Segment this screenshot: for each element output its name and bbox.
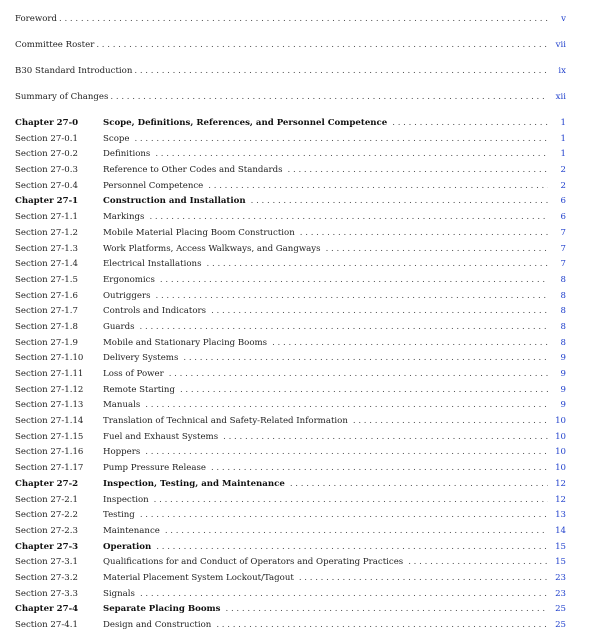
section-number: Section 27-1.11 (15, 369, 84, 379)
page-number-link[interactable]: 7 (560, 227, 566, 238)
toc-entry-section-27-3-1[interactable] (15, 555, 566, 571)
entry-title: Fuel and Exhaust Systems (103, 431, 219, 442)
chapter-number: Chapter 27-0 (15, 118, 79, 128)
entry-title: Foreword (15, 14, 57, 24)
page-number-link[interactable]: 8 (560, 290, 566, 301)
dot-leader (110, 90, 548, 106)
section-number: Section 27-1.2 (15, 227, 78, 238)
section-number: Section 27-1.17 (15, 463, 84, 474)
toc-entry-section-27-1-5[interactable] (15, 273, 566, 289)
page-number-link[interactable]: 7 (560, 243, 566, 254)
dot-leader (225, 602, 548, 618)
dot-leader (299, 571, 548, 587)
dot-leader (155, 147, 548, 163)
toc-entry-foreword[interactable] (15, 12, 566, 38)
page-number-link[interactable]: 23 (555, 588, 566, 599)
section-number: Section 27-1.9 (15, 337, 78, 348)
toc-entry-section-27-1-9[interactable] (15, 336, 566, 352)
toc-entry-section-27-4-1[interactable] (15, 618, 566, 634)
dot-leader (134, 64, 548, 80)
dot-leader (208, 179, 548, 195)
entry-title: Committee Roster (15, 40, 95, 50)
dot-leader (156, 540, 548, 556)
page-number-link[interactable]: 2 (560, 165, 566, 176)
section-number: Section 27-1.4 (15, 259, 78, 270)
dot-leader (207, 257, 548, 273)
entry-title: Loss of Power (103, 369, 164, 379)
page-number-link[interactable]: 9 (560, 353, 566, 364)
page-number-link[interactable]: 25 (555, 604, 566, 615)
page-number-link[interactable]: 8 (560, 306, 566, 317)
chapter-number: Chapter 27-4 (15, 604, 79, 615)
dot-leader (211, 304, 548, 320)
dot-leader (154, 493, 548, 509)
chapter-number: Chapter 27-1 (15, 196, 79, 207)
section-number: Section 27-0.3 (15, 165, 78, 176)
toc-entry-section-27-1-7[interactable] (15, 304, 566, 320)
chapter-title: Scope, Definitions, References, and Personnel Competence (103, 118, 388, 128)
dot-leader (140, 508, 548, 524)
entry-title: Delivery Systems (103, 353, 179, 364)
section-number: Section 27-1.14 (15, 416, 84, 427)
toc-entry-section-27-2-1[interactable] (15, 493, 566, 509)
page-number-link[interactable]: 14 (555, 525, 566, 536)
dot-leader (300, 226, 548, 242)
entry-title: Reference to Other Codes and Standards (103, 165, 283, 176)
section-number: Section 27-3.3 (15, 588, 78, 599)
dot-leader (96, 38, 548, 54)
dot-leader (59, 12, 548, 28)
page-number-link[interactable]: 12 (555, 478, 566, 489)
page-number-link[interactable]: 15 (555, 557, 566, 568)
page-number-link[interactable]: 1 (560, 149, 566, 160)
toc-entry-committee-roster[interactable] (15, 38, 566, 64)
chapter-title: Separate Placing Booms (103, 604, 221, 615)
dot-leader (408, 555, 548, 571)
page-number-link[interactable]: 1 (560, 118, 566, 128)
section-number: Section 27-1.5 (15, 274, 78, 285)
toc-entry-section-27-0-2[interactable] (15, 147, 566, 163)
dot-leader (160, 273, 548, 289)
toc-entry-summary-of-changes[interactable] (15, 90, 566, 116)
dot-leader (156, 289, 549, 305)
toc-entry-section-27-3-2[interactable] (15, 571, 566, 587)
page-number-link[interactable]: xii (555, 92, 566, 102)
entry-title: B30 Standard Introduction (15, 66, 133, 76)
page-number-link[interactable]: v (561, 14, 566, 24)
entry-title: Manuals (103, 400, 141, 411)
entry-title: Material Placement System Lockout/Tagout (103, 572, 294, 583)
dot-leader (288, 163, 548, 179)
page-number-link[interactable]: 12 (555, 494, 566, 505)
dot-leader (326, 242, 548, 258)
section-number: Section 27-1.8 (15, 321, 78, 332)
entry-title: Personnel Competence (103, 180, 204, 191)
page-number-link[interactable]: 9 (560, 384, 566, 395)
section-number: Section 27-1.6 (15, 290, 78, 301)
toc-entry-section-27-0-3[interactable] (15, 163, 566, 179)
toc-entry-section-27-1-10[interactable] (15, 351, 566, 367)
section-number: Section 27-0.4 (15, 180, 78, 191)
entry-title: Controls and Indicators (103, 306, 207, 317)
entry-title: Electrical Installations (103, 259, 202, 270)
chapter-title: Inspection, Testing, and Maintenance (103, 478, 285, 489)
chapter-number: Chapter 27-2 (15, 478, 79, 489)
dot-leader (140, 320, 548, 336)
chapter-title: Construction and Installation (103, 196, 246, 207)
dot-leader (145, 445, 548, 461)
toc-entry-section-27-1-12[interactable] (15, 383, 566, 399)
page-number-link[interactable]: 15 (555, 541, 566, 552)
dot-leader (272, 336, 548, 352)
toc-entry-chapter-27-2[interactable] (15, 477, 566, 493)
section-number: Section 27-3.2 (15, 572, 78, 583)
front-matter-list (15, 12, 566, 116)
toc-entry-section-27-2-3[interactable] (15, 524, 566, 540)
page-number-link[interactable]: vii (555, 40, 566, 50)
entry-title: Hoppers (103, 447, 141, 458)
page-number-link[interactable]: 9 (560, 400, 566, 411)
chapter-title: Operation (103, 541, 152, 552)
chapter-list (15, 116, 566, 634)
page-number-link[interactable]: ix (558, 66, 566, 76)
entry-title: Summary of Changes (15, 92, 109, 102)
dot-leader (140, 587, 548, 603)
entry-title: Signals (103, 588, 135, 599)
toc-entry-section-27-1-11[interactable] (15, 367, 566, 383)
toc-entry-section-27-1-1[interactable] (15, 210, 566, 226)
dot-leader (223, 430, 548, 446)
dot-leader (216, 618, 548, 634)
entry-title: Inspection (103, 494, 149, 505)
table-of-contents (15, 12, 566, 634)
page-number-link[interactable]: 25 (555, 620, 566, 630)
dot-leader (180, 383, 548, 399)
dot-leader (134, 132, 548, 148)
section-number: Section 27-1.15 (15, 431, 84, 442)
toc-entry-section-27-1-15[interactable] (15, 430, 566, 446)
toc-entry-section-27-1-8[interactable] (15, 320, 566, 336)
entry-title: Remote Starting (103, 384, 175, 395)
section-number: Section 27-1.10 (15, 353, 84, 364)
dot-leader (145, 398, 548, 414)
section-number: Section 27-1.3 (15, 243, 78, 254)
entry-title: Definitions (103, 149, 151, 160)
toc-entry-section-27-0-1[interactable] (15, 132, 566, 148)
page-number-link[interactable]: 7 (560, 259, 566, 270)
dot-leader (165, 524, 548, 540)
chapter-number: Chapter 27-3 (15, 541, 79, 552)
section-number: Section 27-2.2 (15, 510, 78, 521)
section-number: Section 27-2.3 (15, 525, 78, 536)
toc-entry-chapter-27-4[interactable] (15, 602, 566, 618)
section-number: Section 27-1.13 (15, 400, 84, 411)
page-number-link[interactable]: 10 (555, 431, 566, 442)
page-number-link[interactable]: 13 (555, 510, 566, 521)
toc-entry-section-27-0-4[interactable] (15, 179, 566, 195)
toc-entry-section-27-1-6[interactable] (15, 289, 566, 305)
page-number-link[interactable]: 1 (560, 133, 566, 144)
toc-entry-section-27-1-16[interactable] (15, 445, 566, 461)
dot-leader (251, 194, 548, 210)
section-number: Section 27-2.1 (15, 494, 78, 505)
entry-title: Markings (103, 212, 145, 223)
dot-leader (290, 477, 548, 493)
entry-title: Pump Pressure Release (103, 463, 206, 474)
page-number-link[interactable]: 10 (555, 416, 566, 427)
toc-entry-section-27-1-14[interactable] (15, 414, 566, 430)
page-number-link[interactable]: 8 (560, 337, 566, 348)
toc-entry-section-27-2-2[interactable] (15, 508, 566, 524)
dot-leader (183, 351, 548, 367)
dot-leader (169, 367, 548, 383)
page-number-link[interactable]: 6 (560, 212, 566, 223)
dot-leader (149, 210, 548, 226)
section-number: Section 27-0.2 (15, 149, 78, 160)
toc-entry-section-27-1-3[interactable] (15, 242, 566, 258)
section-number: Section 27-1.12 (15, 384, 84, 395)
dot-leader (353, 414, 548, 430)
toc-entry-chapter-27-0[interactable] (15, 116, 566, 132)
toc-entry-b30-standard-introduction[interactable] (15, 64, 566, 90)
toc-entry-section-27-1-4[interactable] (15, 257, 566, 273)
entry-title: Outriggers (103, 290, 151, 301)
dot-leader (392, 116, 548, 132)
entry-title: Translation of Technical and Safety-Related Information (103, 416, 348, 427)
entry-title: Mobile Material Placing Boom Construction (103, 227, 295, 238)
page-number-link[interactable]: 6 (560, 196, 566, 207)
entry-title: Design and Construction (103, 620, 212, 630)
section-number: Section 27-1.7 (15, 306, 78, 317)
section-number: Section 27-1.1 (15, 212, 78, 223)
entry-title: Mobile and Stationary Placing Booms (103, 337, 268, 348)
toc-entry-section-27-1-13[interactable] (15, 398, 566, 414)
toc-entry-chapter-27-3[interactable] (15, 540, 566, 556)
entry-title: Guards (103, 321, 135, 332)
entry-title: Qualifications for and Conduct of Operators and Operating Practices (103, 557, 404, 568)
page-number-link[interactable]: 2 (560, 180, 566, 191)
dot-leader (211, 461, 548, 477)
page-number-link[interactable]: 10 (555, 447, 566, 458)
toc-entry-section-27-3-3[interactable] (15, 587, 566, 603)
toc-entry-chapter-27-1[interactable] (15, 194, 566, 210)
page-number-link[interactable]: 10 (555, 463, 566, 474)
page-number-link[interactable]: 8 (560, 321, 566, 332)
entry-title: Ergonomics (103, 274, 155, 285)
page-number-link[interactable]: 8 (560, 274, 566, 285)
section-number: Section 27-0.1 (15, 133, 78, 144)
section-number: Section 27-3.1 (15, 557, 78, 568)
entry-title: Testing (103, 510, 135, 521)
page-number-link[interactable]: 9 (560, 369, 566, 379)
entry-title: Maintenance (103, 525, 160, 536)
toc-entry-section-27-1-2[interactable] (15, 226, 566, 242)
toc-entry-section-27-1-17[interactable] (15, 461, 566, 477)
entry-title: Work Platforms, Access Walkways, and Gangways (103, 243, 321, 254)
page-number-link[interactable]: 23 (555, 572, 566, 583)
section-number: Section 27-4.1 (15, 620, 78, 630)
section-number: Section 27-1.16 (15, 447, 84, 458)
entry-title: Scope (103, 133, 130, 144)
